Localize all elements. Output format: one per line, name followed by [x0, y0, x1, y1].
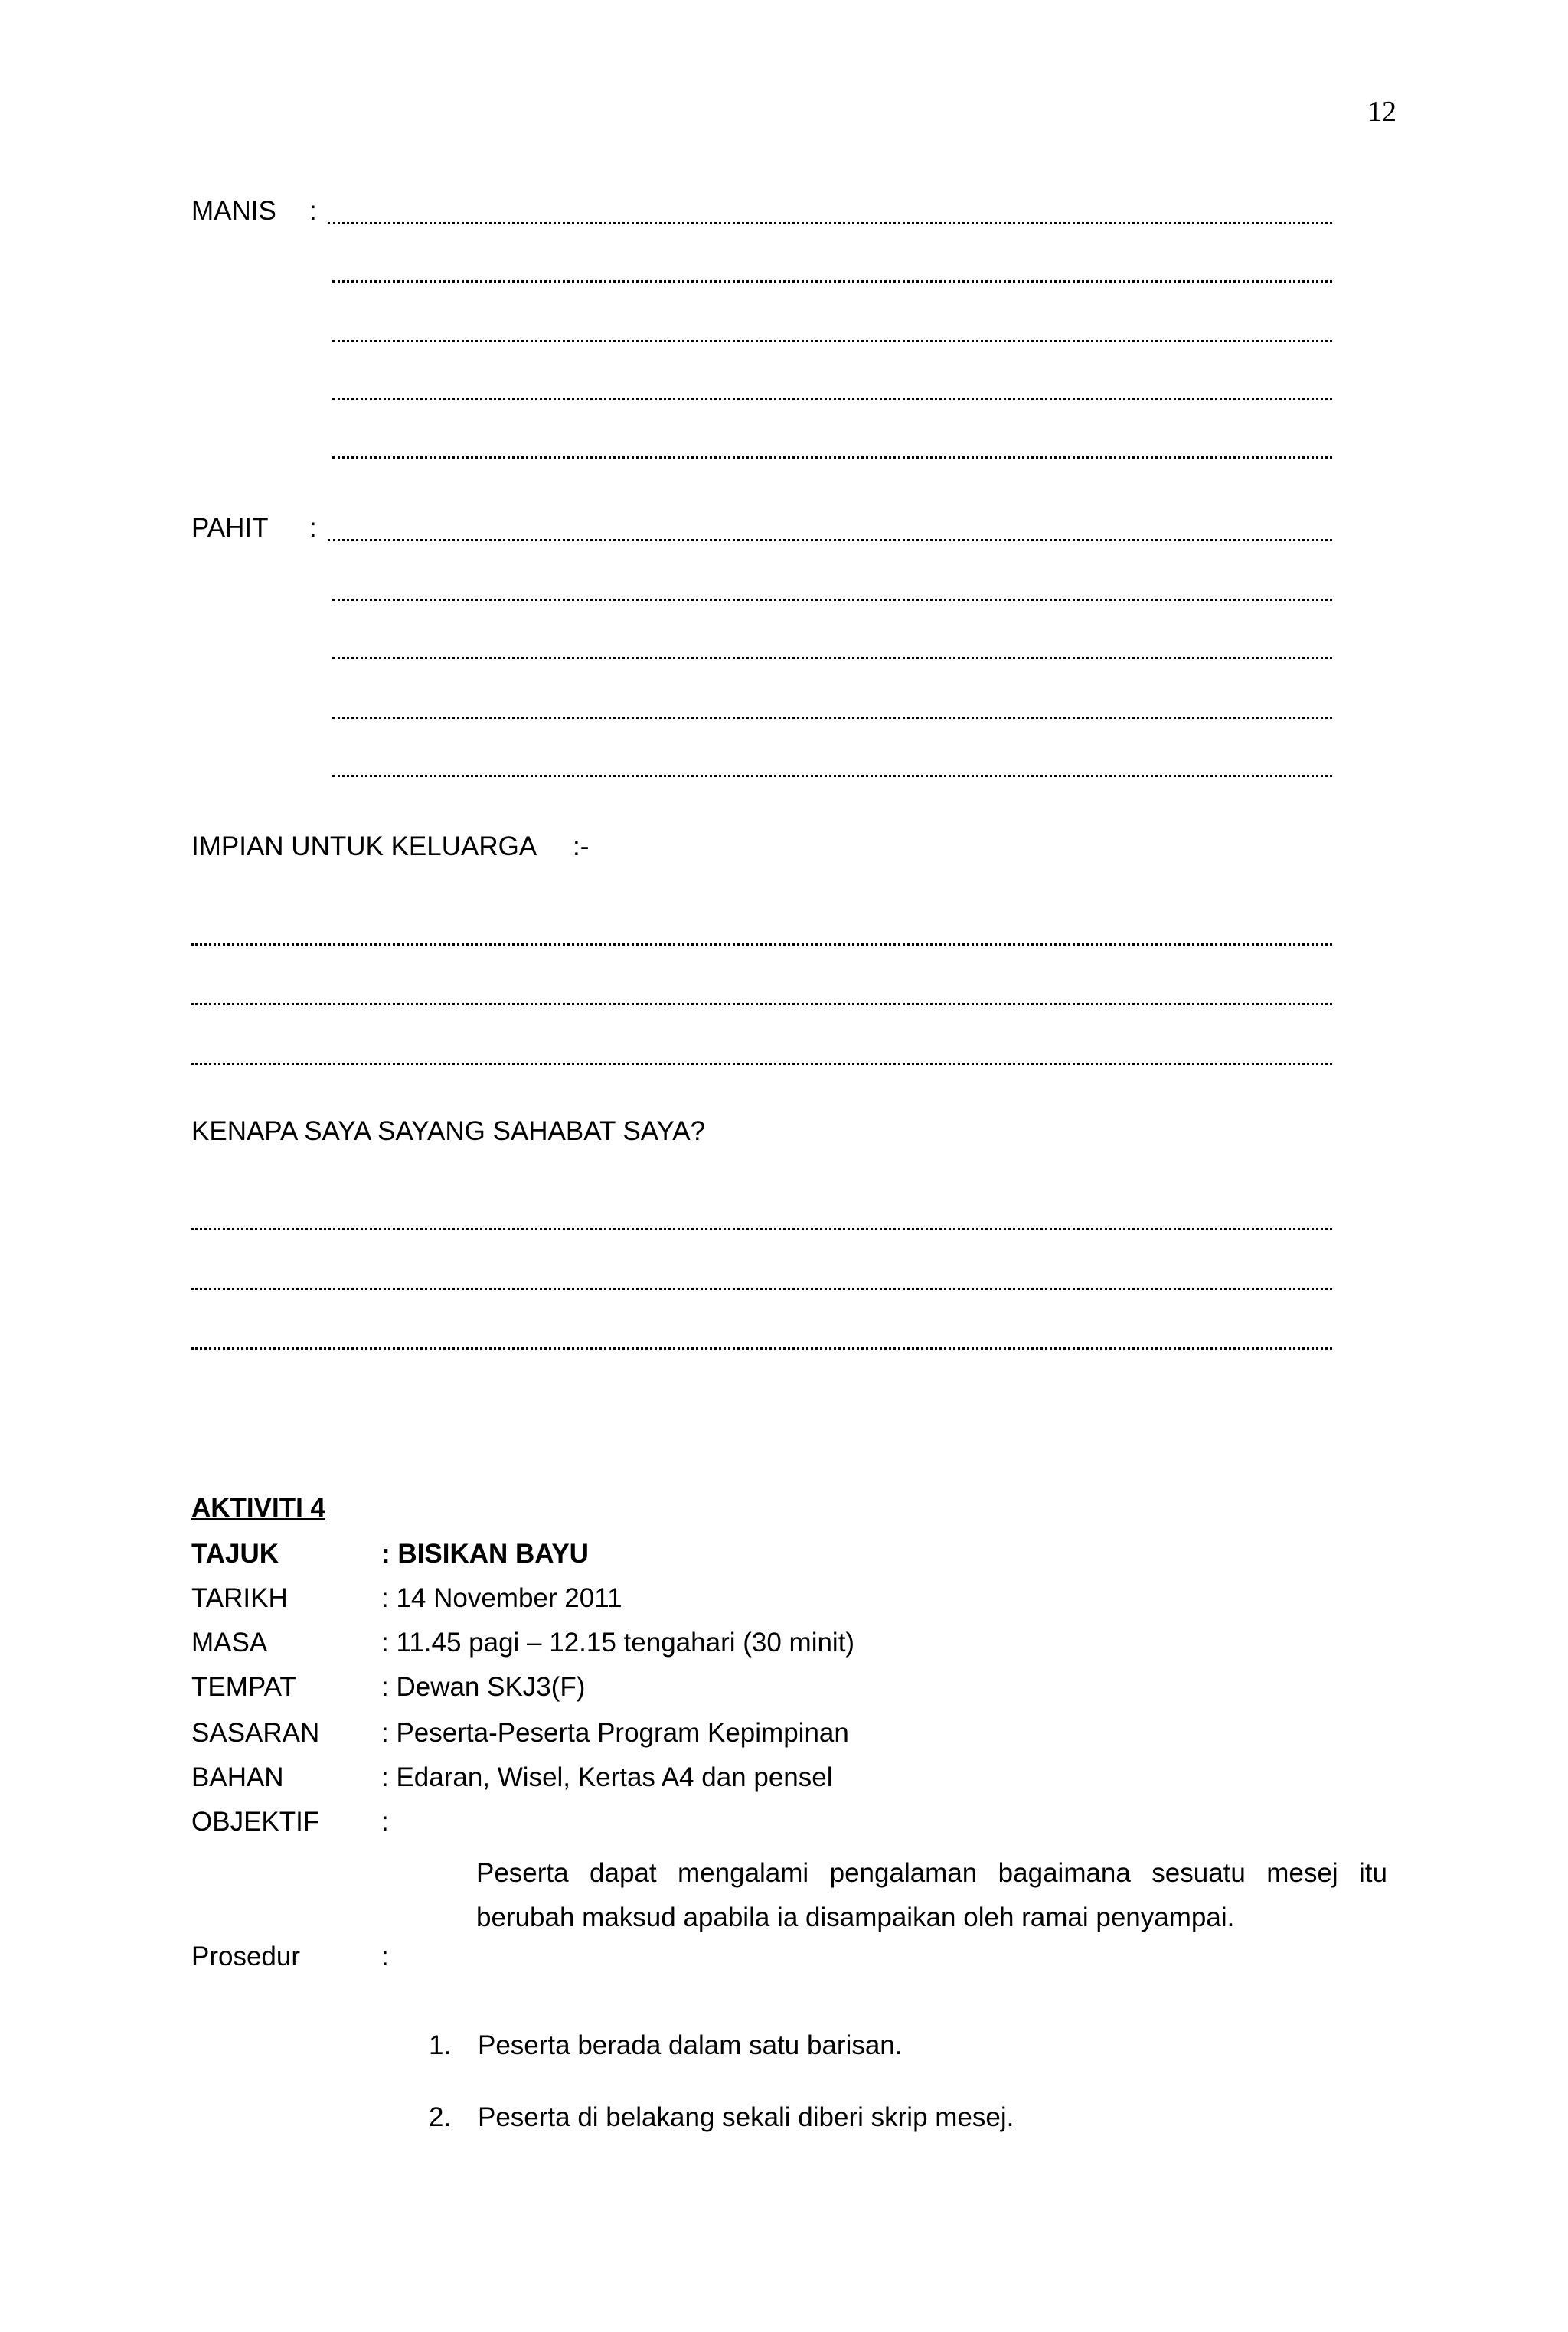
manis-answer-line-3[interactable] [332, 340, 1332, 342]
info-value: : BISIKAN BAYU [381, 1539, 589, 1569]
impian-answer-line-3[interactable] [191, 1063, 1332, 1065]
info-value: : 11.45 pagi – 12.15 tengahari (30 minit) [381, 1628, 855, 1658]
impian-answer-line-2[interactable] [191, 1003, 1332, 1005]
info-value: : [381, 1807, 389, 1837]
pahit-answer-line-1[interactable] [328, 539, 1332, 541]
info-key: Prosedur [191, 1942, 301, 1971]
manis-colon: : [309, 196, 317, 226]
pahit-answer-line-3[interactable] [332, 657, 1332, 659]
info-key: TAJUK [191, 1539, 279, 1569]
info-value: : Dewan SKJ3(F) [381, 1672, 586, 1702]
info-key: TARIKH [191, 1583, 288, 1613]
pahit-colon: : [309, 513, 317, 543]
info-key: OBJEKTIF [191, 1807, 320, 1837]
info-key: SASARAN [191, 1718, 320, 1748]
pahit-answer-line-5[interactable] [332, 775, 1332, 777]
objective-text: Peserta dapat mengalami pengalaman bagaimana sesuatu mesej itu berubah maksud apabila ia disampaikan oleh ramai penyampai. [476, 1858, 1387, 1932]
page-number: 12 [1367, 96, 1396, 128]
kenapa-answer-line-3[interactable] [191, 1347, 1332, 1350]
pahit-label: PAHIT [191, 513, 269, 543]
pahit-answer-line-4[interactable] [332, 717, 1332, 719]
pahit-answer-line-2[interactable] [332, 599, 1332, 601]
step-number: 2. [429, 2102, 452, 2132]
info-value: : Peserta-Peserta Program Kepimpinan [381, 1718, 849, 1748]
manis-label: MANIS [191, 196, 276, 226]
info-key: BAHAN [191, 1762, 284, 1792]
info-key: TEMPAT [191, 1672, 296, 1702]
impian-label: IMPIAN UNTUK KELUARGA [191, 831, 537, 861]
manis-answer-line-2[interactable] [332, 280, 1332, 283]
step-number: 1. [429, 2030, 452, 2060]
manis-answer-line-1[interactable] [328, 222, 1332, 224]
activity-title: AKTIVITI 4 [191, 1493, 326, 1523]
info-value: : [381, 1942, 389, 1971]
manis-answer-line-4[interactable] [332, 398, 1332, 400]
info-value: : 14 November 2011 [381, 1583, 622, 1613]
kenapa-answer-line-1[interactable] [191, 1228, 1332, 1230]
info-value: : Edaran, Wisel, Kertas A4 dan pensel [381, 1762, 833, 1792]
info-key: MASA [191, 1628, 268, 1658]
step-text: Peserta di belakang sekali diberi skrip mesej. [478, 2102, 1014, 2132]
impian-answer-line-1[interactable] [191, 943, 1332, 946]
kenapa-answer-line-2[interactable] [191, 1288, 1332, 1290]
impian-colon: :- [573, 831, 590, 861]
kenapa-question: KENAPA SAYA SAYANG SAHABAT SAYA? [191, 1116, 706, 1146]
step-text: Peserta berada dalam satu barisan. [478, 2030, 903, 2060]
manis-answer-line-5[interactable] [332, 456, 1332, 459]
